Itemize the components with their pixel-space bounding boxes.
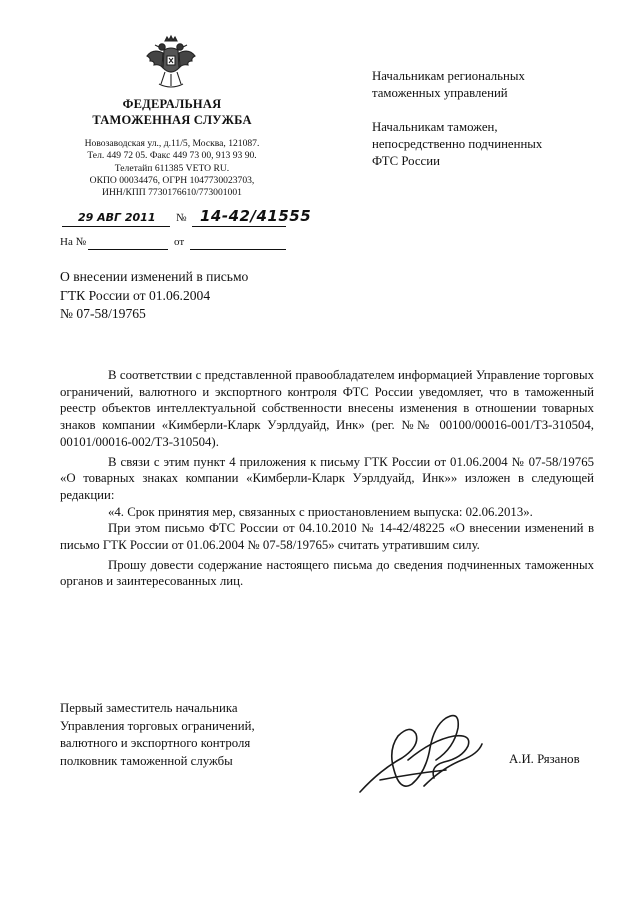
contact-line: Новозаводская ул., д.11/5, Москва, 121087.	[84, 138, 260, 149]
registration-date: 29 АВГ 2011	[78, 211, 156, 224]
reference-date-underline	[190, 249, 286, 250]
position-line: полковник таможенной службы	[60, 753, 233, 768]
position-line: Первый заместитель начальника	[60, 701, 238, 715]
body-paragraph: «4. Срок принятия мер, связанных с приостановлением выпуска: 02.06.2013».	[108, 504, 533, 519]
body-paragraph: В связи с этим пункт 4 приложения к письму ГТК России от 01.06.2004 № 07-58/19765 «О товарных знаках компании «Кимберли-Кларк Уэрлдуайд, Инк»» изложен в следующей редакции:	[60, 454, 594, 502]
agency-name-line2: ТАМОЖЕННАЯ СЛУЖБА	[92, 113, 252, 127]
addressee-line: Начальникам таможен,	[372, 120, 498, 134]
addressee-line: ФТС России	[372, 154, 440, 168]
subject-line: О внесении изменений в письмо	[60, 269, 249, 284]
contact-line: Телетайп 611385 VETO RU.	[114, 162, 230, 174]
reference-underline	[88, 249, 168, 250]
addressee-line: Начальникам региональных	[372, 69, 525, 83]
date-underline	[62, 226, 170, 227]
addressees	[372, 68, 612, 187]
body-paragraph: При этом письмо ФТС России от 04.10.2010 № 14-42/48225 «О внесении изменений в письмо ГТК России от 01.06.2004 № 07-58/19765» считать утратившим силу.	[60, 521, 594, 553]
handwritten-signature	[350, 700, 500, 810]
agency-contacts	[60, 138, 284, 199]
position-line: валютного и экспортного контроля	[60, 736, 251, 750]
addressee-regional	[372, 68, 612, 102]
number-underline	[192, 226, 286, 227]
registration-number: 14-42/41555	[200, 207, 312, 225]
signatory-name: А.И. Рязанов	[509, 752, 580, 766]
contact-line: ИНН/КПП 7730176610/773001001	[102, 187, 242, 199]
signatory-position	[60, 700, 320, 770]
contact-line: ОКПО 00034476, ОГРН 1047730023703,	[89, 174, 255, 186]
letter-subject	[60, 268, 320, 324]
agency-name-line1: ФЕДЕРАЛЬНАЯ	[122, 97, 222, 111]
body-paragraph: Прошу довести содержание настоящего письма до сведения подчиненных таможенных органов и заинтересованных лиц.	[60, 557, 594, 589]
number-label: №	[176, 212, 187, 224]
double-headed-eagle-emblem	[145, 34, 197, 92]
position-line: Управления торговых ограничений,	[60, 718, 255, 733]
addressee-line: непосредственно подчиненных	[372, 137, 543, 151]
contact-line: Тел. 449 72 05. Факс 449 73 00, 913 93 90.	[87, 150, 257, 162]
letter-body	[60, 367, 594, 590]
addressee-line: таможенных управлений	[372, 86, 508, 100]
addressee-customs	[372, 119, 612, 170]
reference-label: На №	[60, 236, 87, 248]
subject-line: ГТК России от 01.06.2004	[60, 287, 211, 303]
subject-line: № 07-58/19765	[60, 306, 146, 322]
reference-from-label: от	[174, 236, 185, 248]
body-paragraph: В соответствии с представленной правообладателем информацией Управление торговых ограничений, валютного и экспортного контроля ФТС России уведомляет, что в таможенный реестр объектов интеллектуальной собственности внесены изменения в отношении товарных знаков компании «Кимберли-Кларк Уэрлдуайд, Инк» (рег. №№ 00100/00016-001/ТЗ-310504, 00101/00016-002/ТЗ-310504).	[60, 368, 594, 449]
